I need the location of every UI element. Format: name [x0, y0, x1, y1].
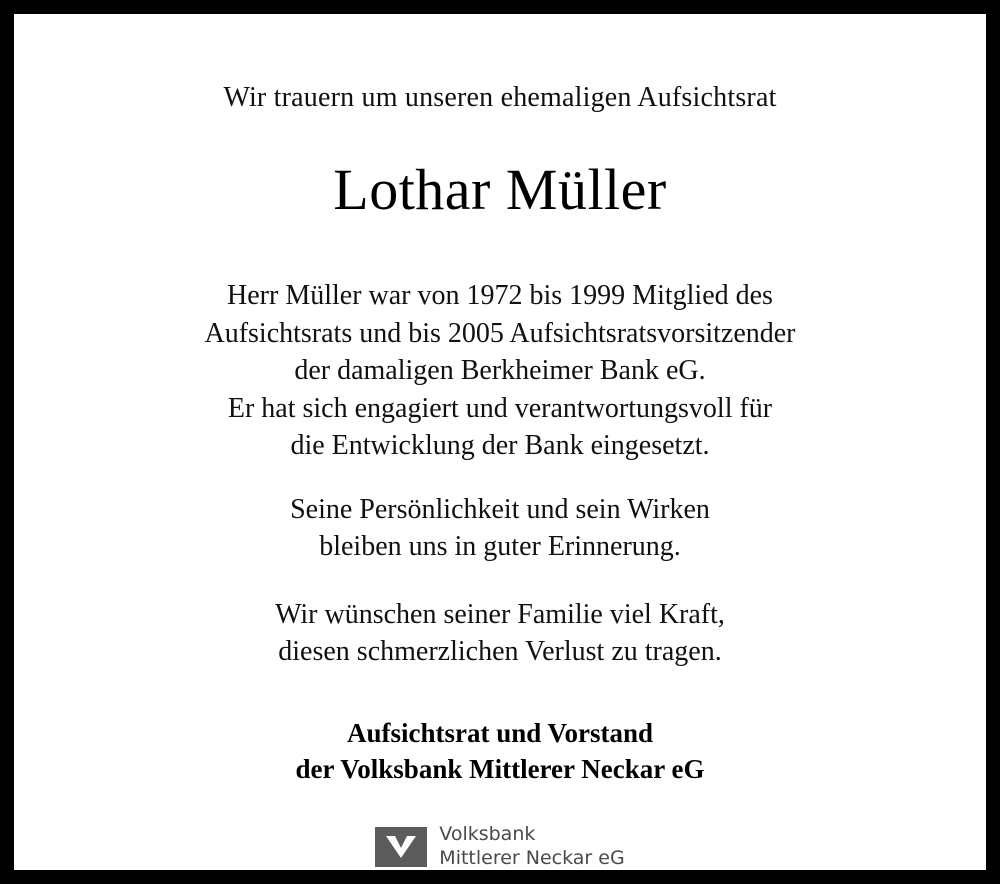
- body-line: Herr Müller war von 1972 bis 1999 Mitglied des: [227, 280, 773, 311]
- body-line: Aufsichtsrats und bis 2005 Aufsichtsratsvorsitzender: [204, 317, 796, 349]
- body-line: der damaligen Berkheimer Bank eG.: [294, 355, 706, 387]
- signature-block: [296, 715, 705, 787]
- obituary-notice: [14, 14, 986, 870]
- body-line: bleiben uns in guter Erinnerung.: [319, 531, 681, 563]
- body-line: Seine Persönlichkeit und sein Wirken: [290, 493, 710, 525]
- volksbank-logo-text: [439, 823, 624, 871]
- body-line: Wir wünschen seiner Familie viel Kraft,: [275, 598, 725, 630]
- volksbank-logo: [375, 823, 624, 871]
- logo-line-2: Mittlerer Neckar eG: [439, 846, 625, 869]
- body-paragraph-3: [275, 596, 725, 671]
- deceased-name: Lothar Müller: [333, 157, 667, 222]
- body-line: die Entwicklung der Bank eingesetzt.: [290, 430, 710, 462]
- signature-line: Aufsichtsrat und Vorstand: [346, 717, 654, 748]
- logo-line-1: Volksbank: [439, 822, 536, 845]
- signature-line: der Volksbank Mittlerer Neckar eG: [295, 753, 705, 784]
- body-line: diesen schmerzlichen Verlust zu tragen.: [278, 636, 722, 668]
- body-paragraph-1: [204, 277, 795, 465]
- volksbank-chevron-logo-icon: [375, 827, 427, 867]
- lead-text: Wir trauern um unseren ehemaligen Aufsichtsrat: [223, 82, 777, 113]
- body-paragraph-2: [290, 491, 710, 566]
- body-line: Er hat sich engagiert und verantwortungsvoll für: [227, 392, 773, 424]
